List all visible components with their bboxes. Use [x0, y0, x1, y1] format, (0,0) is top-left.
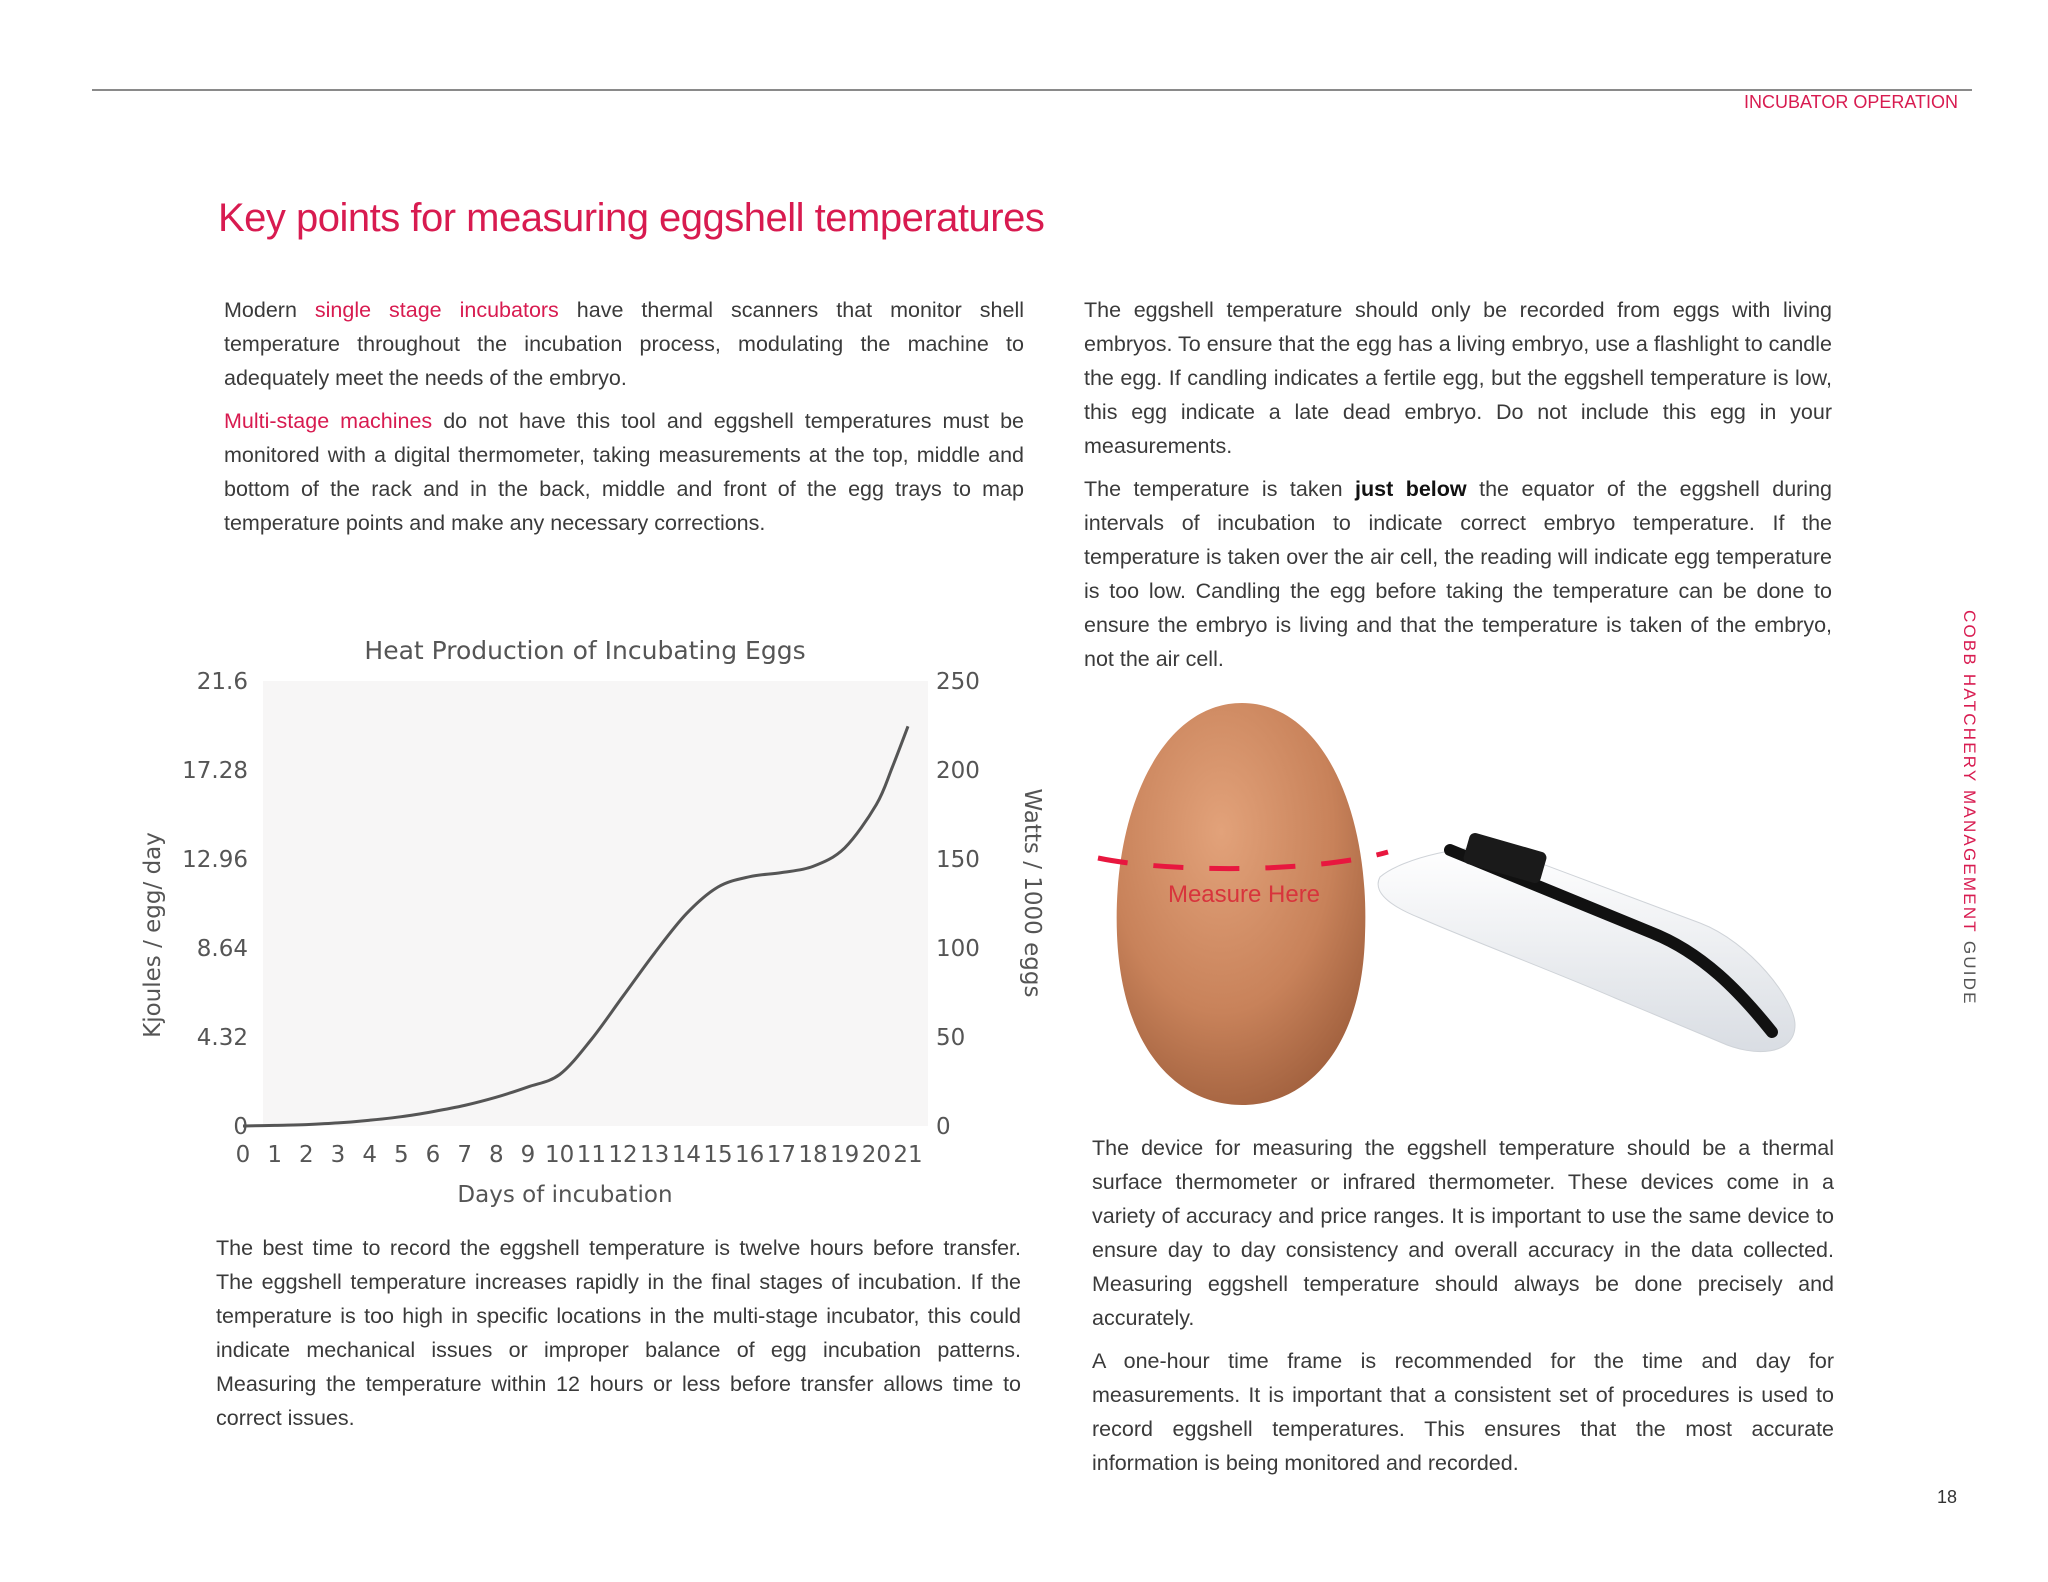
y-tick-label: 4.32	[196, 1025, 248, 1051]
side-guide-rest: GUIDE	[1960, 933, 1979, 1006]
side-guide-label	[1935, 610, 1979, 1090]
x-tick-label: 19	[830, 1142, 860, 1168]
y2-axis-ticks	[936, 669, 980, 1140]
intro-p1-rest: have thermal scanners that monitor shell temperature throughout the incubation process, modulating the machine to adequately meet the needs of the embryo.	[224, 298, 1024, 390]
x-tick-label: 15	[703, 1142, 733, 1168]
equator-p-rest: the equator of the eggshell during intervals of incubation to indicate correct embryo temperature. If the temperature is taken over the air cell, the reading will indicate egg temperature is too low. Candling the egg before taking the temperature can be done to ensure the embryo is living and that the temperature is taken of the embryo, not the air cell.	[1084, 477, 1832, 671]
x-tick-label: 5	[394, 1142, 409, 1168]
heat-production-chart	[130, 615, 1060, 1220]
y-tick-label: 21.6	[196, 669, 248, 695]
y-tick-label: 8.64	[196, 936, 248, 962]
x-tick-label: 6	[425, 1142, 441, 1168]
x-tick-label: 3	[330, 1142, 346, 1168]
living-embryo-column	[1084, 293, 1832, 685]
y-axis-label: Kjoules / egg/ day	[140, 832, 166, 1038]
page-title: Key points for measuring eggshell temperatures	[218, 196, 1045, 240]
equator-p-text: The temperature is taken	[1084, 477, 1356, 501]
x-tick-label: 12	[608, 1142, 638, 1168]
best-time-column	[216, 1231, 1021, 1444]
intro-paragraph-2	[224, 404, 1024, 540]
header-rule	[92, 89, 1972, 91]
x-tick-label: 17	[766, 1142, 796, 1168]
x-tick-label: 1	[267, 1142, 282, 1168]
x-tick-label: 13	[640, 1142, 670, 1168]
multi-stage-link[interactable]: Multi-stage machines	[224, 409, 433, 433]
single-stage-link[interactable]: single stage incubators	[314, 298, 559, 322]
time-frame-paragraph: A one-hour time frame is recommended for the time and day for measurements. It is important that a consistent set of procedures is used to record eggshell temperatures. This ensures that the most accurate information is being monitored and recorded.	[1092, 1349, 1834, 1475]
chart-title: Heat Production of Incubating Eggs	[364, 636, 806, 665]
x-tick-label: 10	[545, 1142, 575, 1168]
x-axis-label: Days of incubation	[457, 1182, 673, 1208]
x-tick-label: 11	[576, 1142, 606, 1168]
thermometer-probe	[1378, 848, 1795, 1052]
y2-tick-label: 50	[936, 1025, 966, 1051]
x-tick-label: 8	[489, 1142, 504, 1168]
measure-here-label: Measure Here	[1167, 881, 1321, 908]
x-tick-label: 0	[235, 1142, 251, 1168]
y-tick-label: 0	[233, 1114, 248, 1140]
equator-paragraph	[1084, 472, 1832, 676]
y2-tick-label: 250	[936, 669, 980, 695]
device-paragraph: The device for measuring the eggshell temperature should be a thermal surface thermometer or infrared thermometer. These devices come in a variety of accuracy and price ranges. It is important to use the same device to ensure day to day consistency and overall accuracy in the data collected. Measuring eggshell temperature should always be done precisely and accurately.	[1092, 1136, 1834, 1330]
just-below-emphasis: just below	[1355, 477, 1467, 501]
page-number: 18	[1936, 1487, 1957, 1507]
section-label: INCUBATOR OPERATION	[1743, 92, 1958, 112]
x-axis-ticks	[236, 1142, 923, 1168]
intro-p2-rest: do not have this tool and eggshell temperatures must be monitored with a digital thermometer, taking measurements at the top, middle and bottom of the rack and in the back, middle and front of the egg trays to map temperature points and make any necessary corrections.	[224, 409, 1025, 535]
x-tick-label: 2	[299, 1142, 314, 1168]
device-column	[1092, 1131, 1834, 1489]
y-tick-label: 12.96	[182, 847, 248, 873]
x-tick-label: 14	[671, 1142, 701, 1168]
y-axis-ticks	[182, 669, 248, 1140]
y2-tick-label: 150	[936, 847, 980, 873]
x-tick-label: 7	[457, 1142, 472, 1168]
x-tick-label: 16	[735, 1142, 765, 1168]
y2-axis-label: Watts / 1000 eggs	[1019, 788, 1045, 998]
living-embryo-paragraph: The eggshell temperature should only be recorded from eggs with living embryos. To ensure that the egg has a living embryo, use a flashlight to candle the egg. If candling indicates a fertile egg, but the eggshell temperature is low, this egg indicate a late dead embryo. Do not include this egg in your measurements.	[1084, 298, 1832, 458]
x-tick-label: 4	[362, 1142, 377, 1168]
y2-tick-label: 200	[936, 758, 980, 784]
y2-tick-label: 0	[936, 1114, 951, 1140]
y-tick-label: 17.28	[182, 758, 248, 784]
egg-thermometer-figure	[1090, 680, 1810, 1150]
plot-area	[263, 681, 928, 1126]
y2-tick-label: 100	[936, 936, 980, 962]
intro-p1-text: Modern	[224, 298, 315, 322]
side-guide-accent: COBB HATCHERY MANAGEMENT	[1960, 610, 1979, 934]
intro-paragraph-1	[224, 293, 1024, 395]
best-time-paragraph: The best time to record the eggshell temperature is twelve hours before transfer. The eggshell temperature increases rapidly in the final stages of incubation. If the temperature is too high in specific locations in the multi-stage incubator, this could indicate mechanical issues or improper balance of egg incubation patterns. Measuring the temperature within 12 hours or less before transfer allows time to correct issues.	[216, 1236, 1021, 1430]
x-tick-label: 20	[861, 1142, 891, 1168]
intro-column	[224, 293, 1024, 549]
x-tick-label: 18	[798, 1142, 828, 1168]
x-tick-label: 9	[520, 1142, 536, 1168]
x-tick-label: 21	[893, 1142, 923, 1168]
